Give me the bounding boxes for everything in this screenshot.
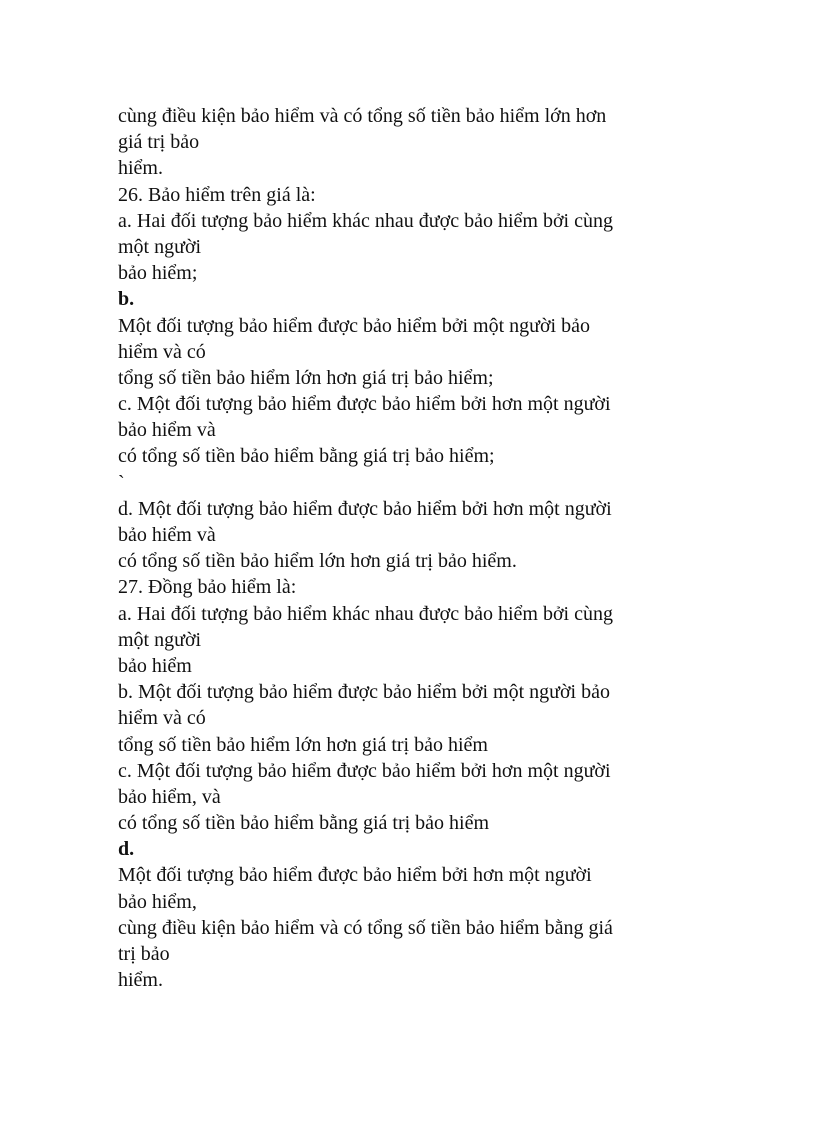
document-body <box>118 103 738 993</box>
text-line: có tổng số tiền bảo hiểm lớn hơn giá trị bảo hiểm. <box>118 550 517 573</box>
option-b-line: Một đối tượng bảo hiểm được bảo hiểm bởi một người bảo <box>118 314 590 337</box>
text-line: hiểm. <box>118 157 163 180</box>
option-d-line: d. Một đối tượng bảo hiểm được bảo hiểm bởi hơn một người <box>118 497 612 520</box>
text-line: bảo hiểm; <box>118 262 198 285</box>
text-line: cùng điều kiện bảo hiểm và có tổng số tiền bảo hiểm bằng giá <box>118 916 613 939</box>
text-line: bảo hiểm, và <box>118 785 221 808</box>
text-line: giá trị bảo <box>118 131 200 154</box>
option-b-line: b. Một đối tượng bảo hiểm được bảo hiểm bởi một người bảo <box>118 681 610 704</box>
text-line: hiểm và có <box>118 707 206 730</box>
option-c-line: c. Một đối tượng bảo hiểm được bảo hiểm bởi hơn một người <box>118 393 611 416</box>
question-27-heading: 27. Đồng bảo hiểm là: <box>118 576 297 599</box>
option-c-line: c. Một đối tượng bảo hiểm được bảo hiểm bởi hơn một người <box>118 759 611 782</box>
text-line: một người <box>118 628 202 651</box>
text-line: bảo hiểm <box>118 654 192 677</box>
text-line: có tổng số tiền bảo hiểm bằng giá trị bảo hiểm <box>118 812 490 835</box>
text-line: hiểm và có <box>118 340 206 363</box>
text-line: tổng số tiền bảo hiểm lớn hơn giá trị bảo hiểm <box>118 733 488 756</box>
text-line: tổng số tiền bảo hiểm lớn hơn giá trị bảo hiểm; <box>118 366 494 389</box>
text-line: bảo hiểm và <box>118 419 216 442</box>
option-d-line: Một đối tượng bảo hiểm được bảo hiểm bởi hơn một người <box>118 864 592 887</box>
answer-marker-b: b. <box>118 288 135 311</box>
answer-marker-d: d. <box>118 838 135 861</box>
text-line: có tổng số tiền bảo hiểm bằng giá trị bảo hiểm; <box>118 445 495 468</box>
option-a-line: a. Hai đối tượng bảo hiểm khác nhau được bảo hiểm bởi cùng <box>118 209 613 232</box>
text-line: hiểm. <box>118 969 163 992</box>
text-line: cùng điều kiện bảo hiểm và có tổng số tiền bảo hiểm lớn hơn <box>118 105 607 127</box>
text-line: trị bảo <box>118 943 170 965</box>
stray-mark: ` <box>118 471 125 494</box>
text-line: bảo hiểm, <box>118 890 197 913</box>
question-26-heading: 26. Bảo hiểm trên giá là: <box>118 183 316 206</box>
text-line: bảo hiểm và <box>118 524 216 546</box>
option-a-line: a. Hai đối tượng bảo hiểm khác nhau được bảo hiểm bởi cùng <box>118 602 613 625</box>
text-line: một người <box>118 235 202 258</box>
